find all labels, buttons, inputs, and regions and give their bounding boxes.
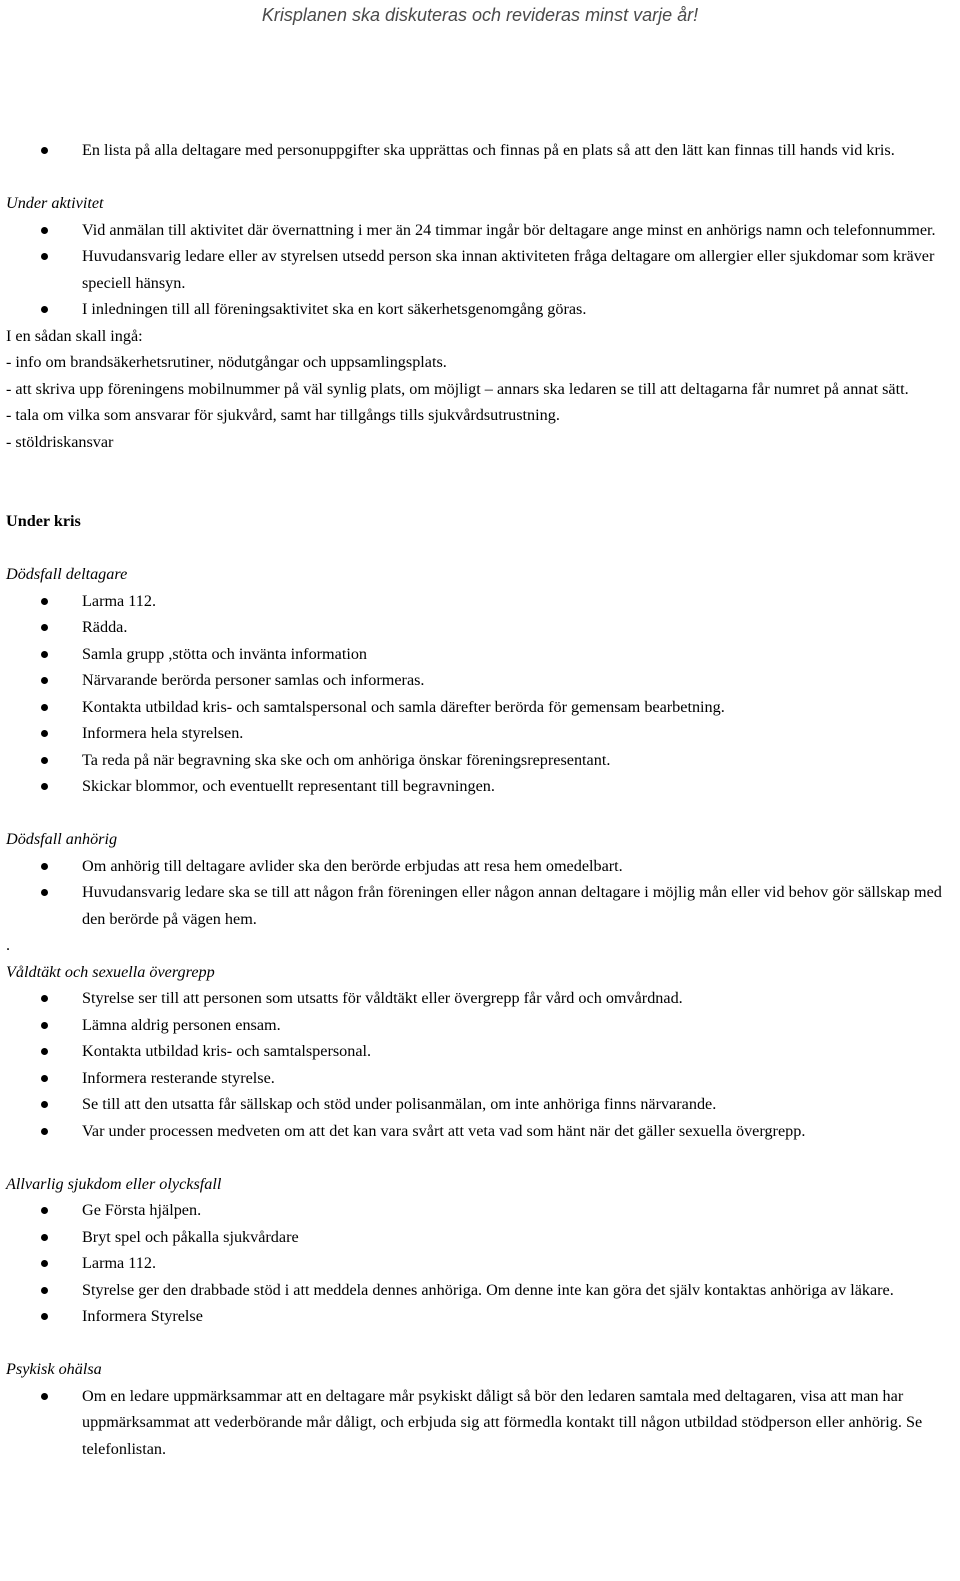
list-item: Informera hela styrelsen. — [6, 720, 956, 747]
bullet-icon — [41, 1048, 48, 1055]
dodsfall-anhorig-list — [6, 853, 956, 933]
list-item: I inledningen till all föreningsaktivitet ska en kort säkerhetsgenomgång göras. — [6, 296, 956, 323]
text-line: - info om brandsäkerhetsrutiner, nödutgångar och uppsamlingsplats. — [6, 353, 447, 371]
valdtakt-list — [6, 985, 956, 1144]
list-item: Om en ledare uppmärksammar att en deltagare mår psykiskt dåligt så bör den ledaren samtala med deltagaren, visa att man har uppmärksammat att vederbörande mår dåligt, och erbjuda sig att förmedla kontakt till någon utbildad stödperson eller anhörig. Se telefonlistan. — [6, 1383, 956, 1463]
bullet-icon — [41, 1128, 48, 1135]
bullet-icon — [41, 1313, 48, 1320]
document-body — [6, 137, 956, 1462]
trailing-dot: . — [6, 936, 11, 954]
subsection-title-psykisk: Psykisk ohälsa — [6, 1360, 102, 1378]
list-item: Kontakta utbildad kris- och samtalspersonal. — [6, 1038, 956, 1065]
text-line: I en sådan skall ingå: — [6, 326, 143, 345]
list-item: Skickar blommor, och eventuellt representant till begravningen. — [6, 773, 956, 800]
list-item: En lista på alla deltagare med personuppgifter ska upprättas och finnas på en plats så att den lätt kan finnas till hands vid kris. — [6, 137, 956, 164]
dodsfall-deltagare-list — [6, 588, 956, 800]
list-item: Ta reda på när begravning ska ske och om anhöriga önskar föreningsrepresentant. — [6, 747, 956, 774]
list-item: Lämna aldrig personen ensam. — [6, 1012, 956, 1039]
bullet-icon — [41, 730, 48, 737]
bullet-icon — [41, 253, 48, 260]
list-item: Kontakta utbildad kris- och samtalspersonal och samla därefter berörda för gemensam bearbetning. — [6, 694, 956, 721]
list-item: Om anhörig till deltagare avlider ska den berörde erbjudas att resa hem omedelbart. — [6, 853, 956, 880]
list-item: Vid anmälan till aktivitet där övernattning i mer än 24 timmar ingår bör deltagare ange minst en anhörigs namn och telefonnummer. — [6, 217, 956, 244]
page-header: Krisplanen ska diskuteras och revideras minst varje år! — [261, 5, 699, 25]
list-item: Samla grupp ,stötta och invänta information — [6, 641, 956, 668]
list-item: Informera resterande styrelse. — [6, 1065, 956, 1092]
bullet-icon — [41, 651, 48, 658]
list-item: Se till att den utsatta får sällskap och stöd under polisanmälan, om inte anhöriga finns närvarande. — [6, 1091, 956, 1118]
bullet-icon — [41, 889, 48, 896]
list-item: Styrelse ger den drabbade stöd i att meddela dennes anhöriga. Om denne inte kan göra det själv kontaktas anhöriga av läkare. — [6, 1277, 956, 1304]
bullet-icon — [41, 1207, 48, 1214]
bullet-icon — [41, 783, 48, 790]
list-item: Informera Styrelse — [6, 1303, 956, 1330]
list-item: Huvudansvarig ledare ska se till att någon från föreningen eller någon annan deltagare i möjlig mån eller vid behov gör sällskap med den berörde på vägen hem. — [6, 879, 956, 932]
list-item: Larma 112. — [6, 588, 956, 615]
intro-list — [6, 137, 956, 164]
section-title-under-kris: Under kris — [6, 512, 81, 530]
subsection-title-valdtakt: Våldtäkt och sexuella övergrepp — [6, 962, 215, 981]
bullet-icon — [41, 1101, 48, 1108]
list-item: Var under processen medveten om att det kan vara svårt att veta vad som hänt när det gäller sexuella övergrepp. — [6, 1118, 956, 1145]
bullet-icon — [41, 677, 48, 684]
bullet-icon — [41, 227, 48, 234]
bullet-icon — [41, 995, 48, 1002]
bullet-icon — [41, 1234, 48, 1241]
bullet-icon — [41, 624, 48, 631]
bullet-icon — [41, 598, 48, 605]
under-aktivitet-list — [6, 217, 956, 323]
section-title-under-aktivitet: Under aktivitet — [6, 194, 104, 212]
bullet-icon — [41, 147, 48, 154]
bullet-icon — [41, 1075, 48, 1082]
bullet-icon — [41, 1287, 48, 1294]
list-item: Bryt spel och påkalla sjukvårdare — [6, 1224, 956, 1251]
subsection-title-dodsfall-deltagare: Dödsfall deltagare — [6, 565, 128, 583]
bullet-icon — [41, 704, 48, 711]
subsection-title-dodsfall-anhorig: Dödsfall anhörig — [6, 830, 118, 848]
list-item: Närvarande berörda personer samlas och informeras. — [6, 667, 956, 694]
text-line: - att skriva upp föreningens mobilnummer på väl synlig plats, om möjligt – annars ska ledaren se till att deltagarna får numret på annat sätt. — [6, 379, 909, 398]
list-item: Rädda. — [6, 614, 956, 641]
allvarlig-list — [6, 1197, 956, 1330]
text-line: - tala om vilka som ansvarar för sjukvård, samt har tillgångs tills sjukvårdsutrustning. — [6, 406, 560, 424]
psykisk-list — [6, 1383, 956, 1463]
list-item: Styrelse ser till att personen som utsatts för våldtäkt eller övergrepp får vård och omvårdnad. — [6, 985, 956, 1012]
text-line: - stöldriskansvar — [6, 432, 114, 451]
bullet-icon — [41, 1022, 48, 1029]
subsection-title-allvarlig: Allvarlig sjukdom eller olycksfall — [6, 1174, 222, 1193]
bullet-icon — [41, 863, 48, 870]
bullet-icon — [41, 306, 48, 313]
bullet-icon — [41, 1393, 48, 1400]
bullet-icon — [41, 757, 48, 764]
list-item: Huvudansvarig ledare eller av styrelsen utsedd person ska innan aktiviteten fråga deltagare om allergier eller sjukdomar som kräver speciell hänsyn. — [6, 243, 956, 296]
bullet-icon — [41, 1260, 48, 1267]
list-item: Larma 112. — [6, 1250, 956, 1277]
list-item: Ge Första hjälpen. — [6, 1197, 956, 1224]
